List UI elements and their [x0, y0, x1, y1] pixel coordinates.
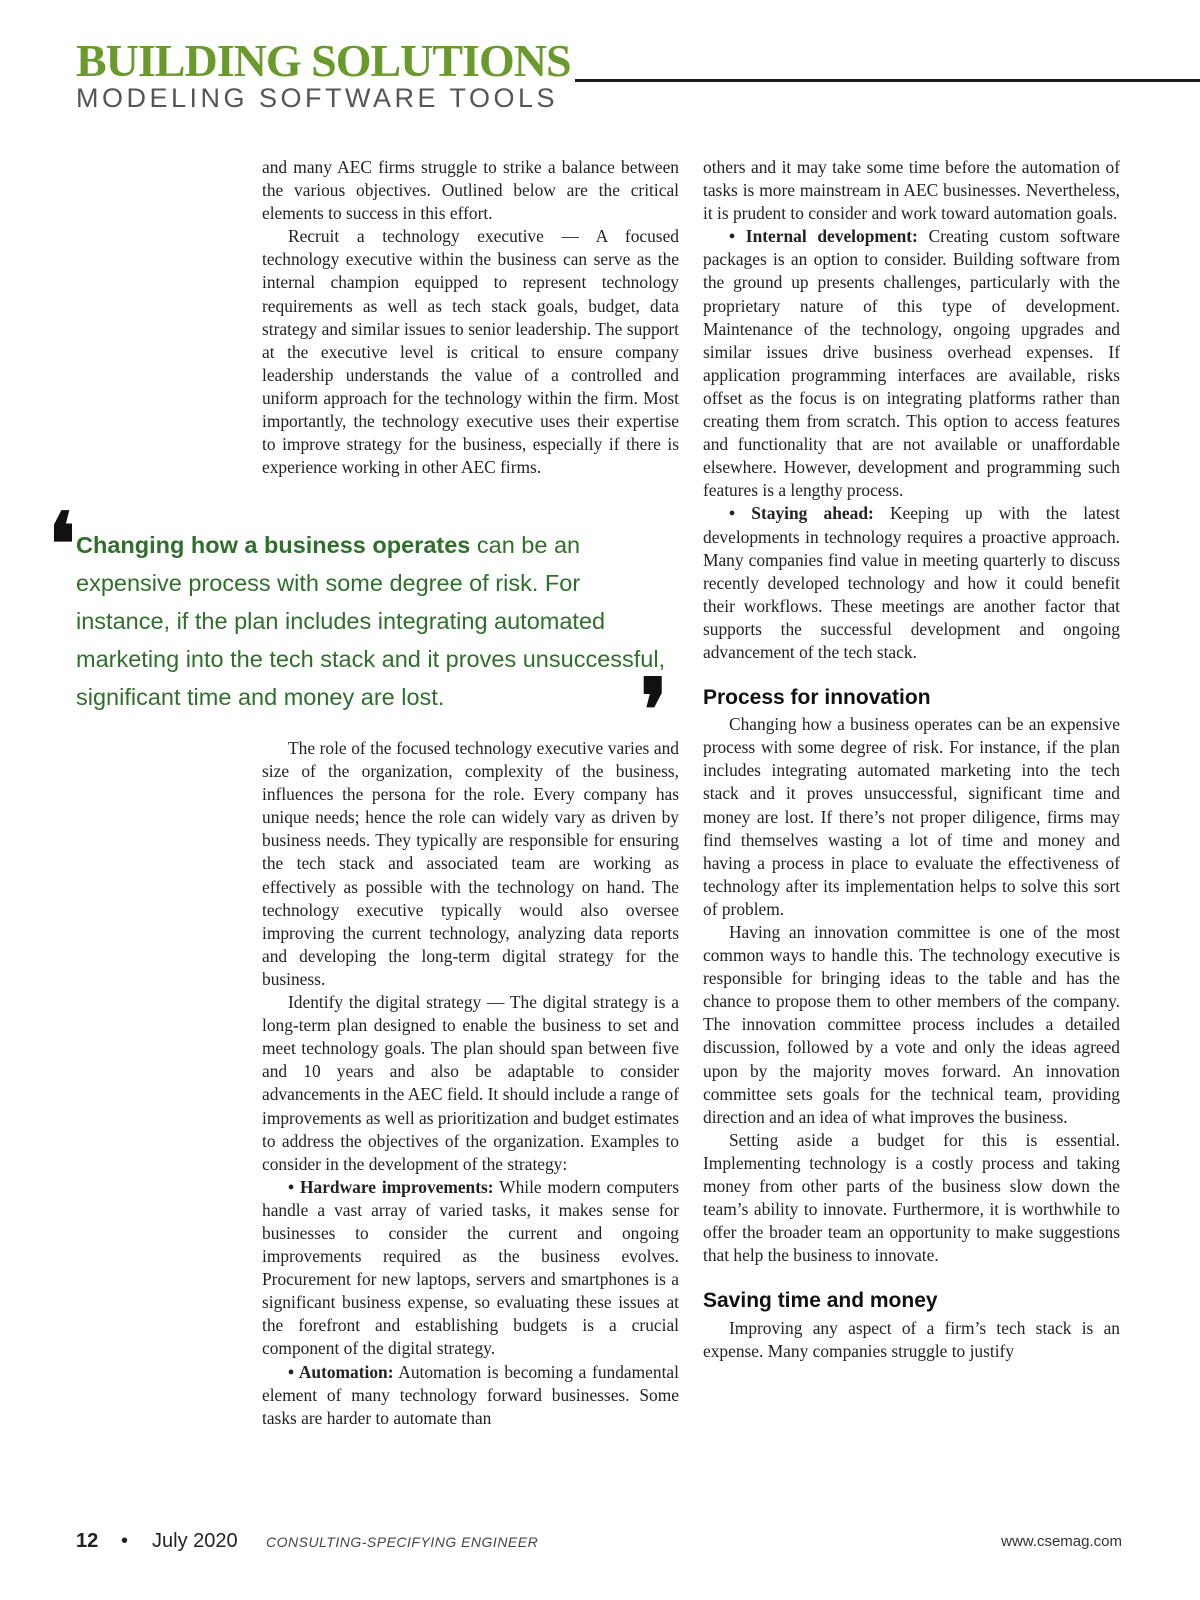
issue-date: July 2020 — [152, 1530, 238, 1552]
bullet-hardware — [262, 1176, 679, 1361]
paragraph: Changing how a business operates can be an expensive process with some degree of risk. For instance, if the plan includes integrating automated marketing into the tech stack and it proves unsuccessful, significant time and money are lost. If there’s not proper diligence, firms may find themselves wasting a lot of time and money and having a process in place to evaluate the effectiveness of technology after its implementation helps to solve this sort of problem. — [703, 714, 1120, 919]
right-column — [703, 156, 1120, 1363]
bullet-text: While modern computers handle a vast array of varied tasks, it makes sense for businesses to consider the current and ongoing improvements required as the business evolves. Procurement for new laptops, servers and smartphones is a significant business expense, so evaluating these issues at the forefront and establishing budgets is a crucial component of the digital strategy. — [262, 1176, 679, 1359]
left-column-top — [262, 156, 679, 479]
paragraph: The role of the focused technology executive varies and size of the organization, complexity of the business, influences the persona for the role. Every company has unique needs; hence the role can widely vary as driven by business needs. They typically are responsible for ensuring the tech stack and associated team are working as effectively as possible with the technology on hand. The technology executive typically would also oversee improving the current technology, analyzing data reports and developing the long-term digital strategy for the business. — [262, 738, 679, 989]
bullet-label: • Staying ahead: — [729, 503, 874, 524]
close-quote-icon: ❜ — [640, 663, 668, 759]
section-kicker: BUILDING SOLUTIONS — [76, 35, 571, 86]
paragraph: Having an innovation committee is one of the most common ways to handle this. The technology executive is responsible for bringing ideas to the table and has the chance to propose them to other members of the company. The innovation committee process includes a detailed discussion, followed by a vote and only the ideas agreed upon by the majority moves forward. An innovation committee sets goals for the technical team, providing direction and an idea of what improves the business. — [703, 922, 1120, 1127]
paragraph: Improving any aspect of a firm’s tech stack is an expense. Many companies struggle to justify — [703, 1317, 1120, 1361]
left-column-bottom — [262, 737, 679, 1430]
bullet-label: • Automation: — [288, 1361, 394, 1382]
section-subkicker: MODELING SOFTWARE TOOLS — [76, 83, 559, 113]
page-header — [76, 35, 1200, 113]
page-footer — [76, 1530, 1122, 1556]
open-quote-icon: ❛ — [48, 497, 76, 593]
bullet-staying-ahead — [703, 502, 1120, 664]
pull-quote — [76, 526, 676, 716]
publication-url: www.csemag.com — [1001, 1533, 1122, 1550]
paragraph: others and it may take some time before the automation of tasks is more mainstream in AEC businesses. Nevertheless, it is prudent to consider and work toward automation goals. — [703, 157, 1120, 224]
publication-name: CONSULTING-SPECIFYING ENGINEER — [266, 1534, 539, 1550]
paragraph: and many AEC firms struggle to strike a balance between the various objectives. Outlined below are the critical elements to success in this effort. — [262, 157, 679, 224]
paragraph: Recruit a technology executive — A focused technology executive within the business can serve as the internal champion equipped to represent technology requirements as well as tech stack goals, budget, data strategy and similar issues to senior leadership. The support at the executive level is critical to ensure company leadership understands the value of a controlled and uniform approach for the technology within the firm. Most importantly, the technology executive uses their expertise to improve strategy for the business, especially if there is experience working in other AEC firms. — [262, 226, 679, 478]
header-rule — [575, 79, 1200, 82]
kicker-row — [76, 35, 1200, 86]
bullet-internal-development — [703, 225, 1120, 502]
bullet-text: Automation is becoming a fundamental element of many technology forward businesses. Some tasks are harder to automate than — [262, 1361, 679, 1428]
section-heading-saving: Saving time and money — [703, 1289, 938, 1313]
pull-quote-lead: Changing how a business operates — [76, 532, 471, 558]
paragraph: Identify the digital strategy — The digital strategy is a long-term plan designed to enable the business to set and meet technology goals. The plan should span between five and 10 years and also be adaptable to consider advancements in the AEC field. It should include a range of improvements as well as prioritization and budget estimates to address the objectives of the organization. Examples to consider in the development of the strategy: — [262, 992, 679, 1174]
pull-quote-text: can be an expensive process with some degree of risk. For instance, if the plan includes integrating automated marketing into the tech stack and it proves unsuccessful, significant time and money are lost. — [76, 532, 666, 710]
bullet-label: • Internal development: — [729, 226, 918, 247]
bullet-text: Creating custom software packages is an option to consider. Building software from the ground up presents challenges, particularly with the proprietary nature of this type of development. Maintenance of the technology, ongoing upgrades and similar issues drive business overhead expenses. If application programming interfaces are available, risks offset as the focus is on integrating platforms rather than creating them from scratch. This option to access features and functionality that are not available or unaffordable elsewhere. However, development and programming such features is a lengthy process. — [703, 226, 1120, 501]
page-number: 12 — [76, 1530, 99, 1552]
section-heading-innovation: Process for innovation — [703, 686, 931, 710]
footer-bullet: • — [121, 1530, 129, 1552]
bullet-label: • Hardware improvements: — [288, 1176, 494, 1197]
paragraph: Setting aside a budget for this is essential. Implementing technology is a costly process and taking money from other parts of the business slow down the team’s ability to innovate. Furthermore, it is worthwhile to offer the broader team an opportunity to make suggestions that help the business to innovate. — [703, 1129, 1120, 1266]
bullet-text: Keeping up with the latest developments in technology requires a proactive approach. Many companies find value in meeting quarterly to discuss recently developed technology and how it could benefit their workflows. These meetings are another factor that supports the successful development and ongoing advancement of the tech stack. — [703, 503, 1120, 662]
bullet-automation — [262, 1361, 679, 1430]
